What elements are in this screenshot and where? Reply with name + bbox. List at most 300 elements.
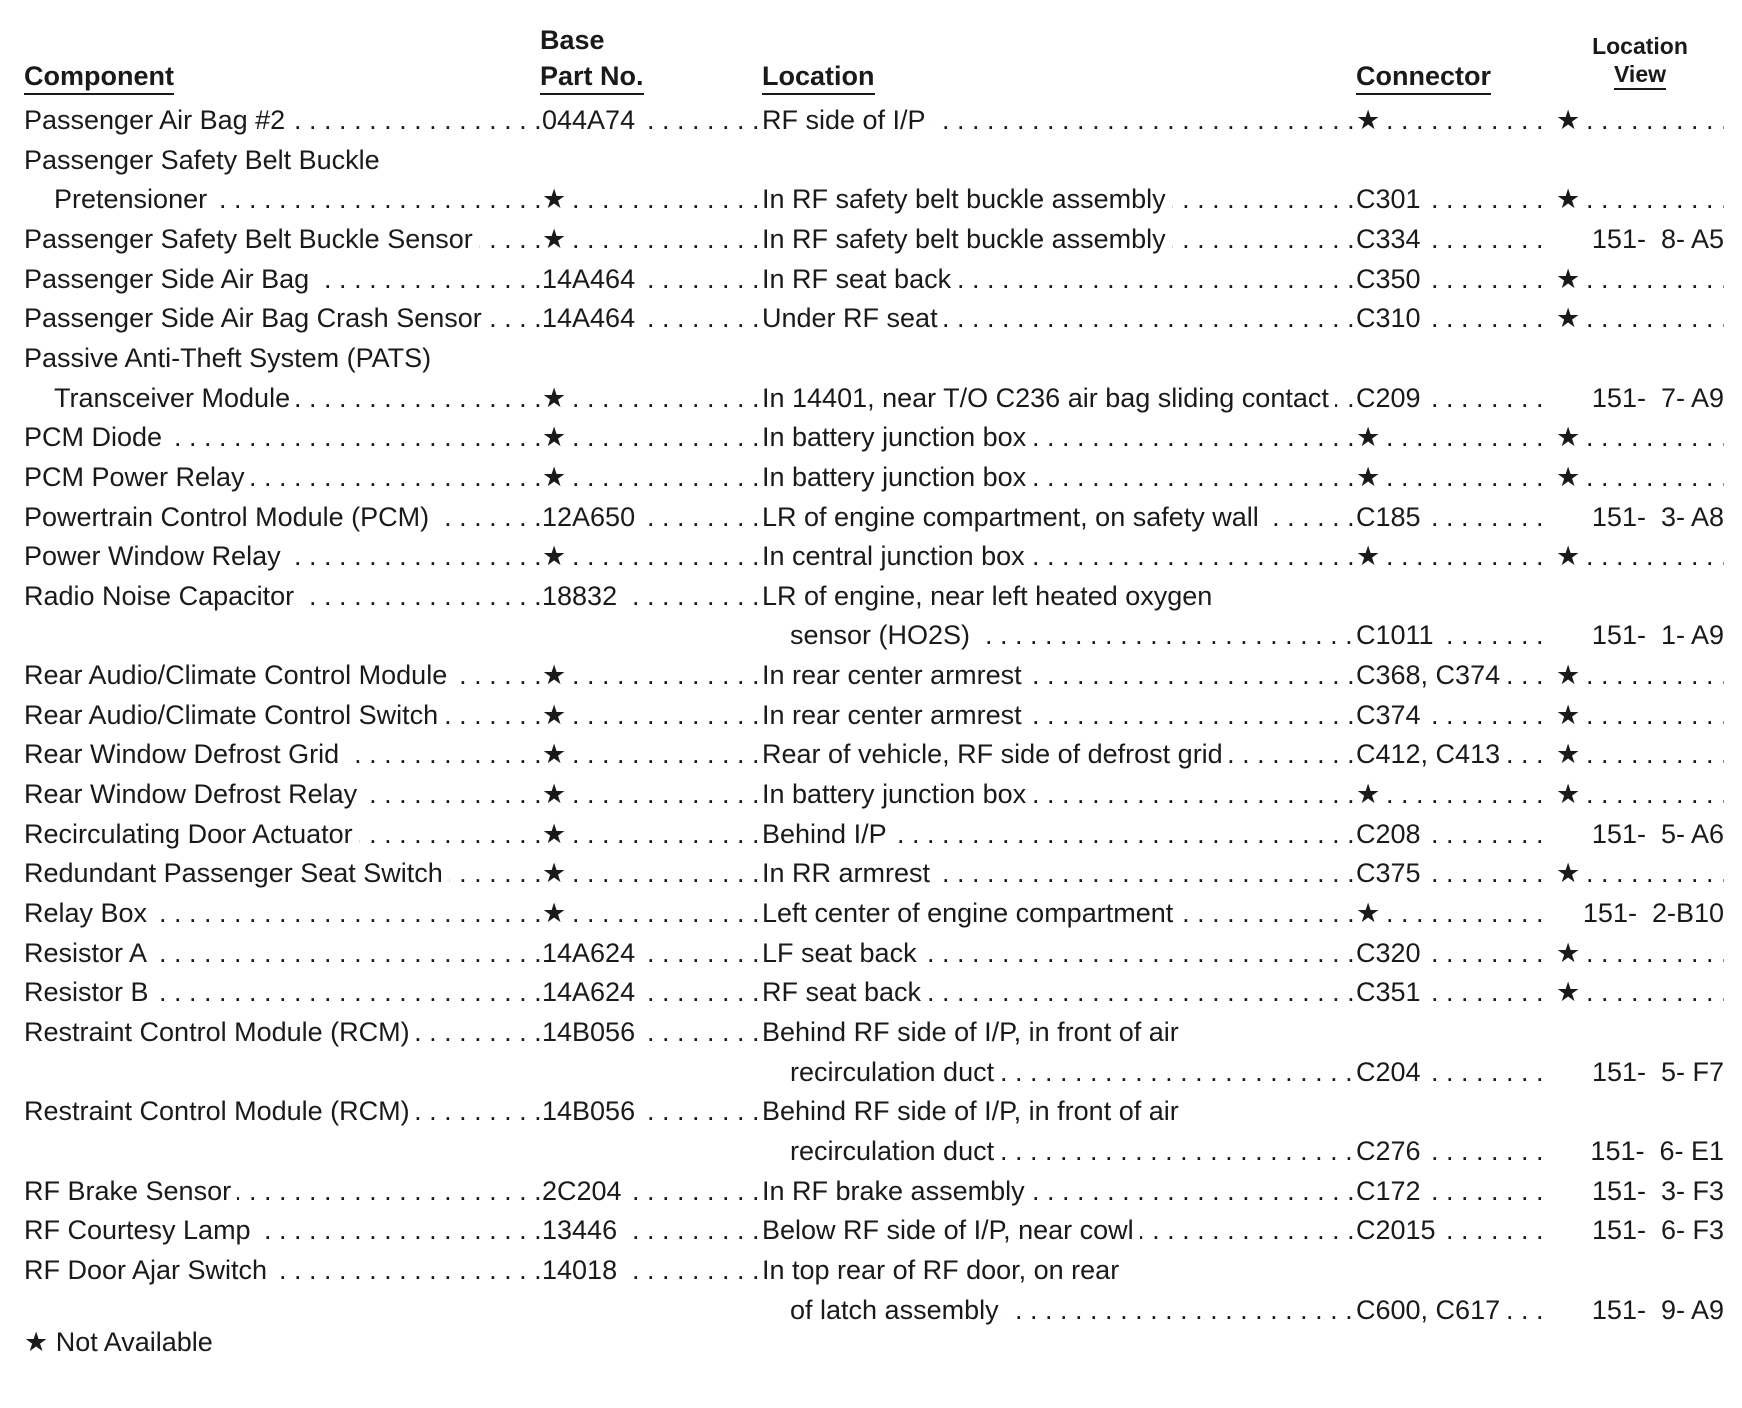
table-row (24, 417, 1724, 457)
component-cell-text: Rear Audio/Climate Control Switch (24, 700, 444, 730)
location-cell (762, 417, 1356, 457)
location-view-cell-text: ★ (1556, 699, 1581, 730)
location-cell-text: In RF brake assembly (762, 1176, 1031, 1206)
connector-cell-text: C412, C413 (1356, 739, 1506, 769)
table-row (24, 774, 1724, 814)
connector-cell (1356, 933, 1552, 973)
location-view-cell-text: ★ (1556, 263, 1581, 294)
location-view-cell-text: ★ (1556, 184, 1581, 215)
location-cell (790, 615, 1356, 655)
header-part-no: Part No. (540, 59, 644, 95)
part-number-cell (542, 378, 776, 418)
component-cell (24, 1091, 544, 1131)
part-number-cell (542, 100, 776, 140)
connector-cell-text: C172 (1356, 1176, 1427, 1206)
location-view-cell-text: ★ (1556, 660, 1581, 691)
table-row (24, 338, 1724, 378)
component-cell (24, 814, 544, 854)
header-component: Component (24, 56, 174, 96)
component-cell-text: Redundant Passenger Seat Switch (24, 858, 449, 888)
component-cell-text: Passenger Side Air Bag (24, 264, 315, 294)
component-cell (24, 655, 544, 695)
connector-cell (1356, 298, 1552, 338)
part-number-cell (542, 774, 776, 814)
component-cell (24, 259, 544, 299)
location-cell-text: Under RF seat (762, 303, 944, 333)
location-cell-text: recirculation duct (790, 1136, 1000, 1166)
connector-cell-text: C368, C374 (1356, 660, 1506, 690)
location-view-cell (1556, 1052, 1724, 1092)
part-number-cell-text: ★ (542, 422, 572, 452)
location-cell-text: In rear center armrest (762, 660, 1028, 690)
component-cell (24, 140, 544, 180)
connector-cell (1356, 1171, 1552, 1211)
component-cell (24, 219, 544, 259)
location-view-cell (1556, 179, 1724, 219)
location-cell (790, 1290, 1356, 1330)
part-number-cell (542, 457, 776, 497)
part-number-cell-text: 14B056 (542, 1017, 641, 1047)
connector-cell-text: C185 (1356, 502, 1427, 532)
table-row (24, 734, 1724, 774)
part-number-cell (542, 1250, 776, 1290)
location-view-cell (1556, 1131, 1724, 1171)
part-number-cell (542, 1210, 776, 1250)
header-connector: Connector (1356, 56, 1491, 96)
location-view-cell-text: 151- 9- A9 (1588, 1295, 1724, 1325)
component-cell-text: Radio Noise Capacitor (24, 581, 300, 611)
part-number-cell (542, 417, 776, 457)
component-cell (24, 972, 544, 1012)
table-row (24, 615, 1724, 655)
table-row (24, 259, 1724, 299)
header-location-view-top: Location (1592, 33, 1688, 59)
location-view-cell (1556, 259, 1724, 299)
table-row (24, 1012, 1724, 1052)
location-view-cell-text: ★ (1556, 779, 1581, 810)
table-row (24, 655, 1724, 695)
location-view-cell-text: ★ (1556, 105, 1581, 135)
component-cell-text: Rear Window Defrost Relay (24, 779, 363, 809)
component-cell-text: Restraint Control Module (RCM) (24, 1017, 416, 1047)
table-row (24, 100, 1724, 140)
connector-cell (1356, 734, 1552, 774)
header-location-view-bottom: View (1614, 60, 1666, 90)
part-number-cell-text: ★ (542, 383, 572, 413)
part-number-cell-text: ★ (542, 819, 572, 849)
location-cell (762, 655, 1356, 695)
table-row (24, 219, 1724, 259)
location-cell-text: sensor (HO2S) (790, 620, 976, 650)
header-base-part (540, 22, 644, 95)
table-row (24, 1171, 1724, 1211)
location-view-cell (1556, 100, 1724, 140)
connector-cell-text: C320 (1356, 938, 1427, 968)
component-cell (24, 338, 544, 378)
component-cell-text: Relay Box (24, 898, 153, 928)
component-cell (24, 457, 544, 497)
connector-cell (1356, 853, 1552, 893)
connector-cell (1356, 417, 1552, 457)
component-cell (24, 576, 544, 616)
component-cell-text: Power Window Relay (24, 541, 287, 571)
location-view-cell-text: 151- 6- F3 (1588, 1215, 1724, 1245)
table-row (24, 1091, 1724, 1131)
location-cell (762, 853, 1356, 893)
part-number-cell-text: 14018 (542, 1255, 623, 1285)
location-cell (762, 972, 1356, 1012)
connector-cell (1356, 814, 1552, 854)
location-cell (762, 893, 1356, 933)
component-cell-text: Resistor B (24, 977, 155, 1007)
table-row (24, 1250, 1724, 1290)
component-cell-text: Transceiver Module (24, 383, 296, 413)
location-view-cell-text: 151- 7- A9 (1588, 383, 1724, 413)
component-cell (24, 1210, 544, 1250)
connector-cell (1356, 179, 1552, 219)
part-number-cell-text: 2C204 (542, 1176, 628, 1206)
location-cell-text: Behind RF side of I/P, in front of air (762, 1096, 1185, 1126)
connector-cell (1356, 655, 1552, 695)
part-number-cell-text: ★ (542, 541, 572, 571)
connector-cell-text: C374 (1356, 700, 1427, 730)
connector-cell (1356, 695, 1552, 735)
location-cell (762, 814, 1356, 854)
connector-cell (1356, 219, 1552, 259)
location-cell (762, 298, 1356, 338)
table-row (24, 1210, 1724, 1250)
connector-cell-text: C351 (1356, 977, 1427, 1007)
component-cell-text: Passenger Side Air Bag Crash Sensor (24, 303, 488, 333)
location-view-cell (1556, 655, 1724, 695)
component-cell-text: Passenger Air Bag #2 (24, 105, 291, 135)
location-cell (762, 100, 1356, 140)
location-cell-text: Behind I/P (762, 819, 893, 849)
part-number-cell (542, 536, 776, 576)
table-row (24, 140, 1724, 180)
part-number-cell (542, 1091, 776, 1131)
part-number-cell-text: 14A624 (542, 938, 641, 968)
location-view-cell-text: 151- 8- A5 (1588, 224, 1724, 254)
location-view-cell (1556, 378, 1724, 418)
part-number-cell-text: ★ (542, 779, 572, 809)
component-cell (24, 1250, 544, 1290)
part-number-cell (542, 298, 776, 338)
part-number-cell (542, 497, 776, 537)
part-number-cell-text: 12A650 (542, 502, 641, 532)
table-row (24, 893, 1724, 933)
location-view-cell-text: 151- 5- F7 (1588, 1057, 1724, 1087)
table-row (24, 933, 1724, 973)
component-cell-text: Resistor A (24, 938, 153, 968)
location-view-cell-text: ★ (1556, 858, 1581, 889)
location-view-cell (1556, 853, 1724, 893)
component-cell-text: Restraint Control Module (RCM) (24, 1096, 416, 1126)
connector-cell-text: ★ (1356, 422, 1386, 452)
connector-cell-text: ★ (1356, 898, 1386, 928)
component-cell-text: RF Brake Sensor (24, 1176, 237, 1206)
connector-cell (1356, 100, 1552, 140)
component-cell (24, 536, 544, 576)
location-view-cell (1556, 1171, 1724, 1211)
location-cell (762, 497, 1356, 537)
component-cell-text: Rear Audio/Climate Control Module (24, 660, 453, 690)
connector-cell-text: C334 (1356, 224, 1427, 254)
footnote-not-available: ★ Not Available (24, 1327, 213, 1357)
part-number-cell-text: 14A624 (542, 977, 641, 1007)
location-cell (762, 1210, 1356, 1250)
location-view-cell (1556, 615, 1724, 655)
connector-cell-text: C209 (1356, 383, 1427, 413)
location-cell-text: In RR armrest (762, 858, 936, 888)
part-number-cell-text: ★ (542, 858, 572, 888)
location-cell-text: of latch assembly (790, 1295, 1005, 1325)
component-cell (24, 298, 544, 338)
connector-cell (1356, 1210, 1552, 1250)
part-number-cell (542, 933, 776, 973)
part-number-cell (542, 655, 776, 695)
location-view-cell (1556, 933, 1724, 973)
connector-cell (1356, 457, 1552, 497)
location-cell-text: In RF safety belt buckle assembly (762, 224, 1172, 254)
part-number-cell (542, 1171, 776, 1211)
component-cell (24, 734, 544, 774)
component-cell (24, 893, 544, 933)
location-view-cell-text: ★ (1556, 739, 1581, 770)
connector-cell-text: ★ (1356, 462, 1386, 492)
connector-cell (1356, 615, 1552, 655)
table-row (24, 972, 1724, 1012)
location-cell (762, 536, 1356, 576)
location-view-cell-text: 151- 3- F3 (1588, 1176, 1724, 1206)
part-number-cell (542, 814, 776, 854)
part-number-cell (542, 1012, 776, 1052)
connector-cell-text: ★ (1356, 105, 1386, 135)
location-view-cell (1556, 417, 1724, 457)
location-cell (762, 457, 1356, 497)
location-view-cell (1556, 774, 1724, 814)
location-cell (762, 774, 1356, 814)
location-cell-text: In rear center armrest (762, 700, 1028, 730)
location-cell (790, 1131, 1356, 1171)
component-cell (24, 695, 544, 735)
location-cell (762, 1012, 1356, 1052)
table-row (24, 298, 1724, 338)
location-cell (762, 179, 1356, 219)
location-cell (762, 933, 1356, 973)
location-view-cell (1556, 893, 1724, 933)
location-view-cell (1556, 1290, 1724, 1330)
header-location-view (1580, 32, 1700, 90)
location-cell (790, 1052, 1356, 1092)
connector-cell-text: ★ (1356, 779, 1386, 809)
component-cell (24, 417, 544, 457)
component-cell-text: Powertrain Control Module (PCM) (24, 502, 435, 532)
component-cell-text: Passenger Safety Belt Buckle (24, 145, 386, 175)
part-number-cell (542, 972, 776, 1012)
component-cell (24, 378, 544, 418)
location-cell-text: Below RF side of I/P, near cowl (762, 1215, 1140, 1245)
connector-cell (1356, 774, 1552, 814)
component-cell (24, 179, 544, 219)
part-number-cell (542, 853, 776, 893)
connector-cell (1356, 972, 1552, 1012)
location-cell-text: recirculation duct (790, 1057, 1000, 1087)
location-view-cell-text: ★ (1556, 977, 1581, 1008)
location-view-cell (1556, 219, 1724, 259)
component-cell-text: Passive Anti-Theft System (PATS) (24, 343, 437, 373)
location-cell-text: LF seat back (762, 938, 923, 968)
location-cell-text: In 14401, near T/O C236 air bag sliding contact (762, 383, 1335, 413)
location-cell (762, 734, 1356, 774)
table-row (24, 1052, 1724, 1092)
location-cell-text: In RF seat back (762, 264, 957, 294)
connector-cell (1356, 893, 1552, 933)
part-number-cell-text: 14B056 (542, 1096, 641, 1126)
location-cell-text: In top rear of RF door, on rear (762, 1255, 1125, 1285)
table-row (24, 378, 1724, 418)
component-cell (24, 1012, 544, 1052)
table-row (24, 1131, 1724, 1171)
location-cell (762, 259, 1356, 299)
location-view-cell (1556, 497, 1724, 537)
location-view-cell-text: ★ (1556, 303, 1581, 334)
connector-cell-text: ★ (1356, 541, 1386, 571)
component-cell-text: PCM Diode (24, 422, 168, 452)
component-cell-text: RF Door Ajar Switch (24, 1255, 273, 1285)
part-number-cell (542, 219, 776, 259)
component-cell (24, 933, 544, 973)
table-row (24, 1290, 1724, 1330)
location-view-cell-text: ★ (1556, 541, 1581, 572)
connector-cell-text: C350 (1356, 264, 1427, 294)
connector-cell-text: C1011 (1356, 620, 1440, 650)
location-cell (762, 219, 1356, 259)
connector-cell-text: C375 (1356, 858, 1427, 888)
component-cell (24, 497, 544, 537)
location-cell (762, 695, 1356, 735)
part-number-cell-text: 14A464 (542, 303, 641, 333)
component-cell-text: Pretensioner (24, 184, 213, 214)
table-row (24, 853, 1724, 893)
table-row (24, 457, 1724, 497)
connector-cell-text: C208 (1356, 819, 1427, 849)
part-number-cell-text: 13446 (542, 1215, 623, 1245)
location-view-cell (1556, 457, 1724, 497)
location-view-cell (1556, 814, 1724, 854)
component-cell-text: RF Courtesy Lamp (24, 1215, 257, 1245)
location-cell-text: In central junction box (762, 541, 1031, 571)
part-number-cell-text: ★ (542, 700, 572, 730)
connector-cell (1356, 378, 1552, 418)
component-cell (24, 774, 544, 814)
component-cell-text: Rear Window Defrost Grid (24, 739, 345, 769)
location-cell-text: Rear of vehicle, RF side of defrost grid (762, 739, 1229, 769)
location-view-cell-text: ★ (1556, 937, 1581, 968)
connector-cell (1356, 536, 1552, 576)
connector-cell-text: C2015 (1356, 1215, 1442, 1245)
header-location: Location (762, 56, 875, 96)
location-view-cell (1556, 536, 1724, 576)
connector-cell (1356, 1131, 1552, 1171)
location-view-cell-text: ★ (1556, 461, 1581, 492)
location-cell (762, 1250, 1356, 1290)
part-number-cell (542, 695, 776, 735)
location-view-cell (1556, 298, 1724, 338)
part-number-cell (542, 576, 776, 616)
location-view-cell (1556, 1210, 1724, 1250)
table-row (24, 576, 1724, 616)
table-row (24, 695, 1724, 735)
location-cell-text: In battery junction box (762, 779, 1032, 809)
location-cell (762, 1171, 1356, 1211)
location-cell (762, 576, 1356, 616)
part-number-cell-text: 18832 (542, 581, 623, 611)
location-view-cell-text: 151- 2-B10 (1579, 898, 1724, 928)
table-row (24, 536, 1724, 576)
location-cell-text: In battery junction box (762, 462, 1032, 492)
part-number-cell (542, 179, 776, 219)
connector-cell-text: C310 (1356, 303, 1427, 333)
component-cell-text: Recirculating Door Actuator (24, 819, 359, 849)
part-number-cell-text: 044A74 (542, 105, 641, 135)
connector-cell (1356, 259, 1552, 299)
location-view-cell (1556, 695, 1724, 735)
location-cell-text: RF seat back (762, 977, 927, 1007)
location-view-cell-text: 151- 1- A9 (1588, 620, 1724, 650)
component-cell-text: Passenger Safety Belt Buckle Sensor (24, 224, 479, 254)
location-cell-text: LR of engine, near left heated oxygen (762, 581, 1218, 611)
location-cell-text: In battery junction box (762, 422, 1032, 452)
component-cell (24, 100, 544, 140)
part-number-cell-text: ★ (542, 224, 572, 254)
connector-cell-text: C276 (1356, 1136, 1427, 1166)
connector-cell (1356, 1290, 1552, 1330)
location-view-cell-text: 151- 3- A8 (1588, 502, 1724, 532)
location-cell-text: Behind RF side of I/P, in front of air (762, 1017, 1185, 1047)
location-view-cell-text: 151- 6- E1 (1586, 1136, 1724, 1166)
connector-cell (1356, 497, 1552, 537)
connector-cell-text: C204 (1356, 1057, 1427, 1087)
table-row (24, 814, 1724, 854)
location-view-cell-text: 151- 5- A6 (1588, 819, 1724, 849)
location-cell-text: RF side of I/P (762, 105, 932, 135)
part-number-cell (542, 893, 776, 933)
component-cell (24, 1171, 544, 1211)
location-cell-text: Left center of engine compartment (762, 898, 1179, 928)
table-row (24, 497, 1724, 537)
part-number-cell-text: ★ (542, 898, 572, 928)
location-cell (762, 378, 1356, 418)
part-number-cell-text: ★ (542, 184, 572, 214)
part-number-cell (542, 734, 776, 774)
part-number-cell-text: ★ (542, 462, 572, 492)
table-row (24, 179, 1724, 219)
part-number-cell-text: ★ (542, 660, 572, 690)
part-number-cell-text: 14A464 (542, 264, 641, 294)
location-view-cell (1556, 972, 1724, 1012)
location-view-cell-text: ★ (1556, 422, 1581, 453)
part-number-cell-text: ★ (542, 739, 572, 769)
component-cell (24, 853, 544, 893)
connector-cell-text: C600, C617 (1356, 1295, 1506, 1325)
location-view-cell (1556, 734, 1724, 774)
connector-cell (1356, 1052, 1552, 1092)
connector-cell-text: C301 (1356, 184, 1427, 214)
location-cell (762, 1091, 1356, 1131)
part-number-cell (542, 259, 776, 299)
header-base-label: Base (540, 25, 605, 55)
